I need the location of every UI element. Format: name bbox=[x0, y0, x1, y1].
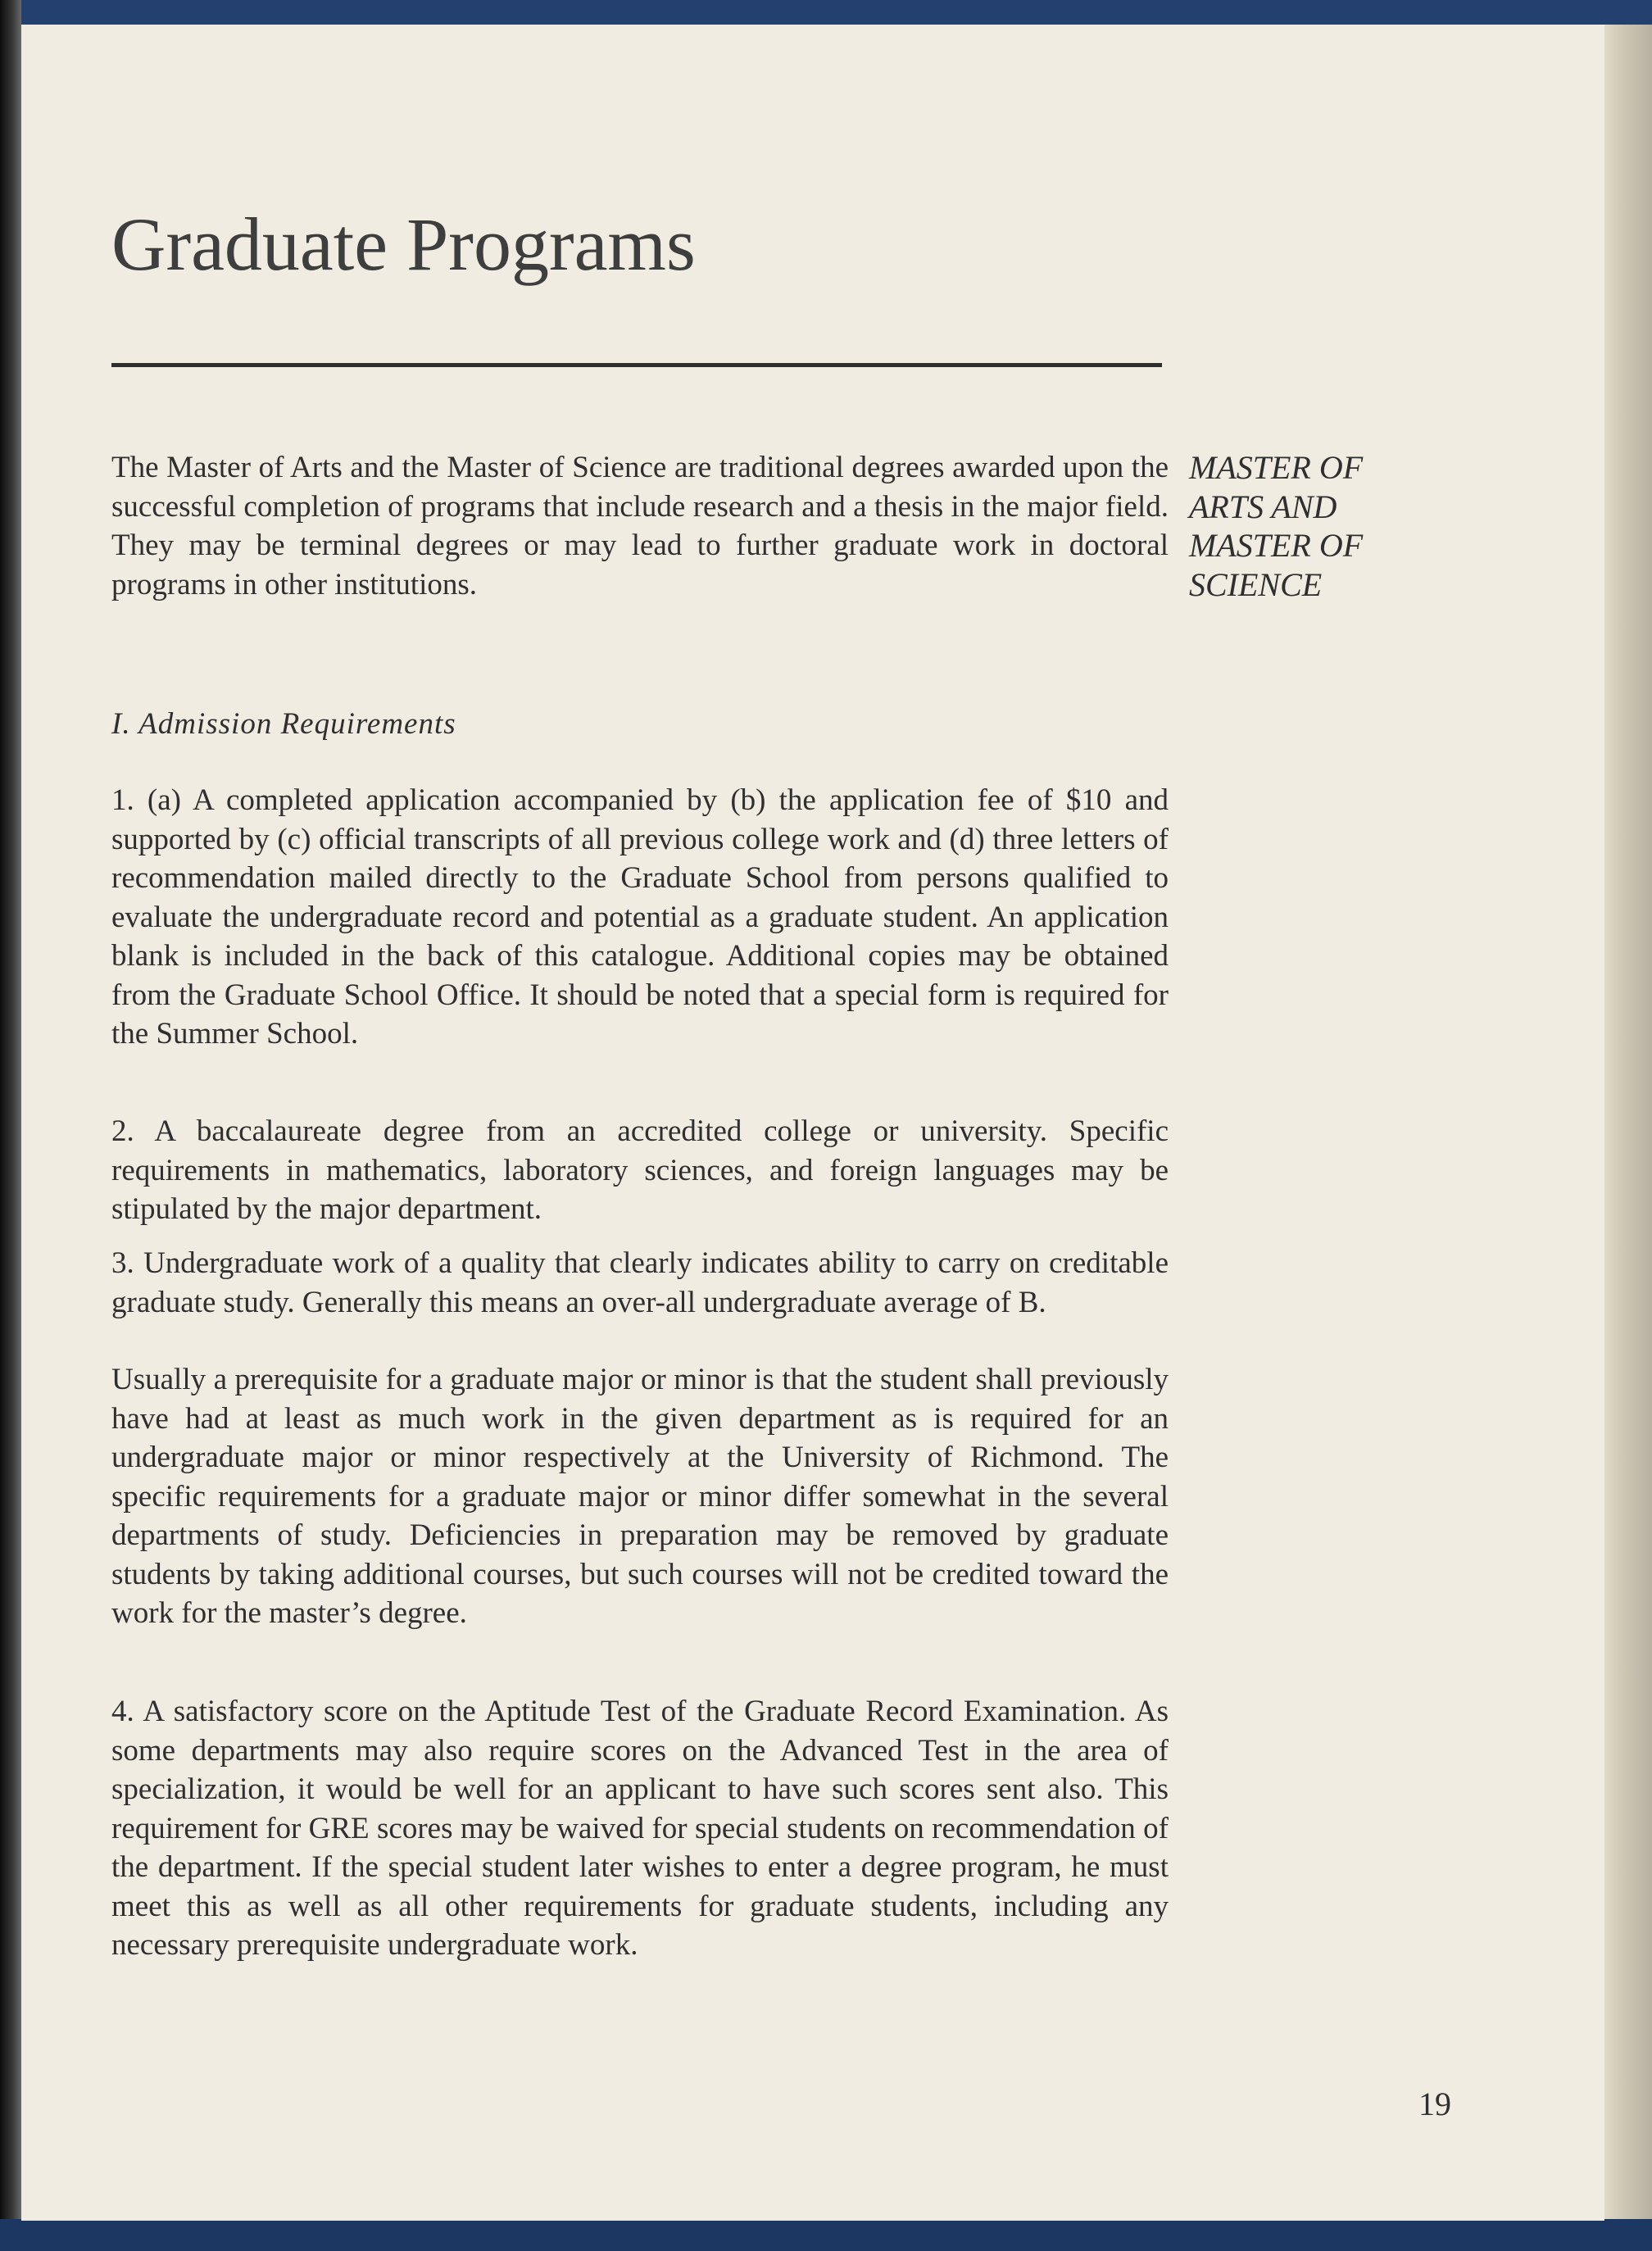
page-title: Graduate Programs bbox=[111, 202, 696, 286]
requirement-paragraph: Usually a prerequisite for a graduate major or minor is that the student shall previously have had at least as much work in the given department as is required for an undergraduate major or minor respectively at the University of Richmond. The specific requirements for a graduate major or minor differ somewhat in the several departments of study. Deficiencies in preparation may be removed by graduate students by taking additional courses, but such courses will not be credited toward the work for the master’s degree. bbox=[111, 1363, 1169, 1630]
margin-note-line: MASTER OF bbox=[1189, 527, 1364, 564]
book-binding-bottom bbox=[0, 2219, 1652, 2251]
requirement-item: 4. A satisfactory score on the Aptitude Test of the Graduate Record Examination. As some departments may also require scores on the Advanced Test in the area of specialization, it would be well for an applicant to have such scores sent also. This requirement for GRE scores may be waived for special students on recommendation of the department. If the special student later wishes to enter a degree program, he must meet this as well as all other requirements for graduate students, including any necessary prerequisite undergraduate work. bbox=[111, 1695, 1169, 1962]
requirement-item: 1. (a) A completed application accompanied by (b) the application fee of $10 and supported by (c) official transcripts of all previous college work and (d) three letters of recommendation mailed directly to the Graduate School from persons qualified to evaluate the undergraduate record and potential as a graduate student. An application blank is included in the back of this catalogue. Additional copies may be obtained from the Graduate School Office. It should be noted that a special form is required for the Summer School. bbox=[111, 783, 1169, 1051]
catalogue-page bbox=[21, 25, 1604, 2221]
page-edge-right bbox=[1602, 25, 1652, 2221]
book-binding-left bbox=[0, 0, 21, 2251]
title-rule bbox=[111, 363, 1162, 367]
margin-note bbox=[1189, 448, 1435, 604]
margin-note-line: MASTER OF bbox=[1189, 449, 1364, 486]
page-number: 19 bbox=[1418, 2085, 1451, 2122]
intro-paragraph: The Master of Arts and the Master of Science are traditional degrees awarded upon the successful completion of programs that include research and a thesis in the major field. They may be terminal degrees or may lead to further graduate work in doctoral programs in other institutions. bbox=[111, 451, 1169, 601]
section-heading: I. Admission Requirements bbox=[111, 707, 456, 741]
book-binding-top bbox=[0, 0, 1652, 26]
margin-note-line: ARTS AND bbox=[1189, 488, 1337, 525]
requirement-item: 2. A baccalaureate degree from an accredited college or university. Specific requirements in mathematics, laboratory sciences, and foreign languages may be stipulated by the major department. bbox=[111, 1114, 1169, 1226]
requirement-item: 3. Undergraduate work of a quality that clearly indicates ability to carry on creditable graduate study. Generally this means an over-all undergraduate average of B. bbox=[111, 1246, 1169, 1319]
margin-note-line: SCIENCE bbox=[1189, 565, 1323, 603]
